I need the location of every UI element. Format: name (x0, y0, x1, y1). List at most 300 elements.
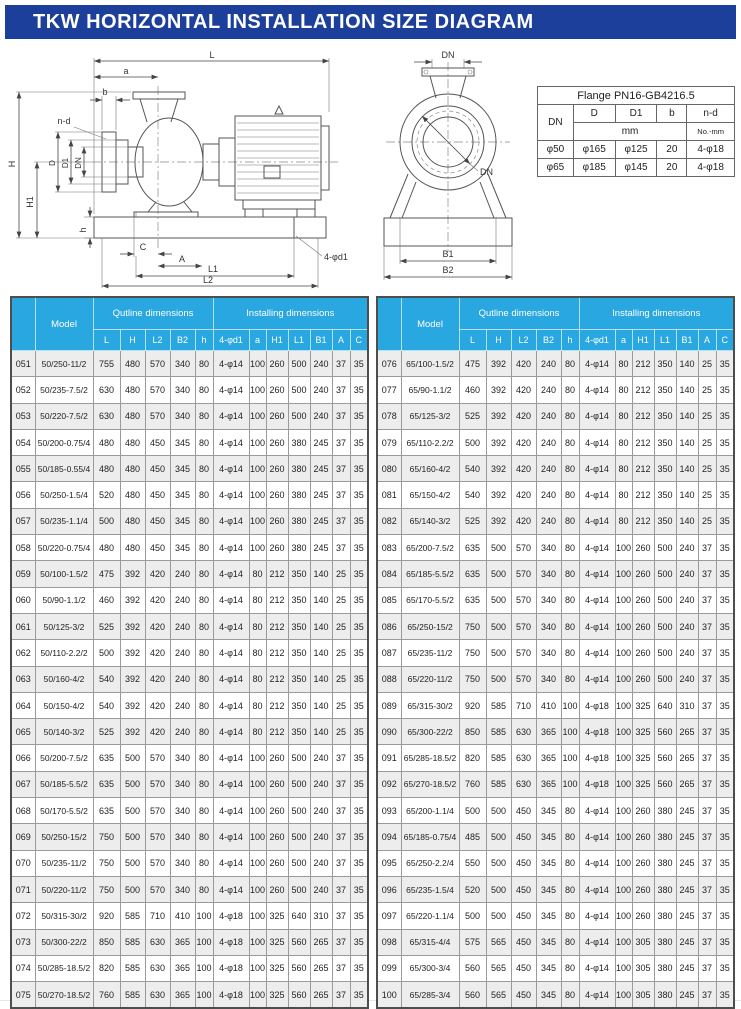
table-row (377, 798, 734, 824)
dim-cell: 380 (288, 482, 310, 508)
dim-DN-bore: DN (480, 167, 493, 177)
dim-cell: 920 (459, 692, 486, 718)
cell: 20 (657, 159, 687, 177)
num-header (377, 297, 401, 351)
model-cell: 50/270-18.5/2 (35, 982, 93, 1009)
dim-cell: 4-φ18 (579, 771, 615, 797)
dim-cell: 4-φ14 (579, 535, 615, 561)
dim-cell: 500 (654, 666, 676, 692)
table-row (11, 640, 368, 666)
table-row (377, 692, 734, 718)
dim-cell: 245 (310, 508, 332, 534)
dim-B1: B1 (442, 249, 454, 259)
row-number: 087 (377, 640, 401, 666)
row-number: 081 (377, 482, 401, 508)
row-number: 071 (11, 876, 35, 902)
table-row (11, 535, 368, 561)
col-header: L (93, 330, 120, 351)
dim-cell: 4-φ14 (213, 587, 249, 613)
dim-cell: 635 (459, 587, 486, 613)
dim-cell: 80 (561, 876, 579, 902)
dim-cell: 325 (632, 692, 654, 718)
dim-cell: 4-φ14 (213, 561, 249, 587)
row-number: 063 (11, 666, 35, 692)
dim-cell: 25 (332, 561, 350, 587)
model-cell: 65/235-1.5/4 (401, 876, 459, 902)
model-cell: 50/150-4/2 (35, 692, 93, 718)
dim-cell: 245 (676, 824, 698, 850)
dim-cell: 37 (698, 771, 716, 797)
dim-cell: 100 (249, 824, 266, 850)
dim-cell: 80 (561, 955, 579, 981)
dim-cell: 392 (120, 587, 145, 613)
dim-cell: 260 (266, 850, 288, 876)
row-number: 079 (377, 429, 401, 455)
row-number: 098 (377, 929, 401, 955)
dim-cell: 240 (536, 456, 561, 482)
dim-cell: 37 (698, 850, 716, 876)
dim-cell: 420 (511, 482, 536, 508)
dim-cell: 100 (249, 351, 266, 377)
dim-cell: 550 (459, 850, 486, 876)
dim-cell: 140 (310, 587, 332, 613)
dim-cell: 420 (145, 666, 170, 692)
dim-cell: 240 (310, 824, 332, 850)
dim-cell: 37 (698, 561, 716, 587)
dim-cell: 35 (350, 482, 368, 508)
dim-cell: 450 (511, 982, 536, 1009)
dim-cell: 525 (93, 719, 120, 745)
dim-cell: 450 (145, 429, 170, 455)
dim-cell: 420 (145, 640, 170, 666)
dim-cell: 240 (310, 351, 332, 377)
dim-cell: 750 (459, 613, 486, 639)
dim-cell: 340 (536, 587, 561, 613)
table-row (377, 535, 734, 561)
col-header: h (561, 330, 579, 351)
row-number: 052 (11, 377, 35, 403)
dim-cell: 35 (350, 719, 368, 745)
model-cell: 65/150-4/2 (401, 482, 459, 508)
dim-cell: 37 (332, 377, 350, 403)
col-header: A (698, 330, 716, 351)
dim-cell: 80 (561, 798, 579, 824)
dim-cell: 570 (511, 613, 536, 639)
dim-cell: 25 (698, 456, 716, 482)
table-row (377, 640, 734, 666)
dim-cell: 420 (511, 351, 536, 377)
dim-cell: 37 (332, 535, 350, 561)
dim-cell: 35 (716, 456, 734, 482)
dim-cell: 100 (195, 903, 213, 929)
dim-cell: 365 (170, 955, 195, 981)
table-row (377, 351, 734, 377)
dim-cell: 212 (266, 692, 288, 718)
dim-cell: 100 (249, 982, 266, 1009)
dim-cell: 25 (698, 377, 716, 403)
row-number: 099 (377, 955, 401, 981)
dim-cell: 37 (698, 535, 716, 561)
dim-cell: 265 (676, 745, 698, 771)
dim-cell: 630 (511, 771, 536, 797)
dim-cell: 140 (676, 377, 698, 403)
dim-cell: 630 (93, 377, 120, 403)
dim-cell: 420 (511, 403, 536, 429)
dim-cell: 37 (332, 824, 350, 850)
col-header: L2 (145, 330, 170, 351)
dim-cell: 500 (486, 824, 511, 850)
dim-cell: 4-φ14 (579, 798, 615, 824)
dim-cell: 500 (459, 798, 486, 824)
dim-cell: 80 (195, 403, 213, 429)
dim-cell: 245 (310, 482, 332, 508)
col-header: L2 (511, 330, 536, 351)
dim-cell: 80 (561, 929, 579, 955)
dim-cell: 35 (350, 929, 368, 955)
dim-cell: 100 (615, 745, 632, 771)
row-number: 051 (11, 351, 35, 377)
dim-cell: 420 (511, 429, 536, 455)
dim-cell: 450 (145, 508, 170, 534)
dim-cell: 4-φ14 (213, 798, 249, 824)
row-number: 089 (377, 692, 401, 718)
dim-cell: 25 (332, 666, 350, 692)
model-cell: 50/235-11/2 (35, 850, 93, 876)
col-header: L1 (288, 330, 310, 351)
dim-cell: 25 (332, 719, 350, 745)
flange-row (538, 159, 735, 177)
dim-cell: 245 (676, 798, 698, 824)
dim-cell: 100 (615, 561, 632, 587)
dim-cell: 500 (288, 798, 310, 824)
dim-cell: 265 (310, 929, 332, 955)
dim-cell: 260 (632, 613, 654, 639)
dim-cell: 140 (676, 351, 698, 377)
dim-cell: 80 (561, 561, 579, 587)
model-cell: 50/185-5.5/2 (35, 771, 93, 797)
col-header: 4-φd1 (579, 330, 615, 351)
dim-cell: 500 (486, 640, 511, 666)
dim-a: a (123, 66, 129, 76)
dim-cell: 365 (536, 771, 561, 797)
dim-cell: 35 (716, 640, 734, 666)
dim-cell: 630 (145, 955, 170, 981)
dim-cell: 450 (511, 850, 536, 876)
dim-cell: 100 (615, 798, 632, 824)
dim-cell: 570 (145, 824, 170, 850)
dim-cell: 480 (120, 429, 145, 455)
dim-cell: 37 (332, 429, 350, 455)
dim-cell: 345 (170, 535, 195, 561)
dim-cell: 212 (632, 456, 654, 482)
dim-cell: 260 (632, 666, 654, 692)
dim-cell: 80 (561, 850, 579, 876)
dim-cell: 480 (120, 535, 145, 561)
dim-cell: 245 (676, 955, 698, 981)
dim-cell: 37 (332, 982, 350, 1009)
dim-cell: 340 (170, 824, 195, 850)
model-cell: 65/90-1.1/2 (401, 377, 459, 403)
col-header: B1 (310, 330, 332, 351)
dim-cell: 240 (310, 876, 332, 902)
dim-cell: 325 (266, 982, 288, 1009)
dim-cell: 260 (266, 798, 288, 824)
dim-cell: 260 (632, 876, 654, 902)
dim-cell: 4-φ14 (579, 351, 615, 377)
dim-cell: 500 (486, 798, 511, 824)
flange-table (537, 86, 735, 177)
dim-cell: 37 (332, 456, 350, 482)
model-cell: 50/250-11/2 (35, 351, 93, 377)
dim-cell: 500 (93, 640, 120, 666)
model-header: Model (35, 297, 93, 351)
dim-cell: 325 (266, 955, 288, 981)
dim-cell: 80 (249, 640, 266, 666)
table-row (11, 692, 368, 718)
dim-cell: 37 (332, 745, 350, 771)
dim-cell: 635 (459, 535, 486, 561)
dim-cell: 500 (120, 771, 145, 797)
dim-bolt: 4-φd1 (324, 252, 348, 262)
dim-cell: 25 (332, 613, 350, 639)
table-row (11, 798, 368, 824)
dim-cell: 4-φ14 (213, 403, 249, 429)
dim-cell: 265 (676, 771, 698, 797)
model-cell: 65/160-4/2 (401, 456, 459, 482)
dim-cell: 345 (170, 482, 195, 508)
dim-cell: 240 (536, 351, 561, 377)
dim-cell: 37 (698, 982, 716, 1009)
dim-cell: 37 (332, 903, 350, 929)
dim-cell: 35 (716, 666, 734, 692)
dim-cell: 240 (310, 771, 332, 797)
dim-cell: 500 (654, 587, 676, 613)
dim-cell: 245 (310, 456, 332, 482)
dim-cell: 35 (716, 982, 734, 1009)
dim-cell: 100 (249, 850, 266, 876)
dim-cell: 565 (486, 929, 511, 955)
dim-cell: 100 (249, 482, 266, 508)
dim-cell: 80 (195, 561, 213, 587)
dim-cell: 80 (195, 640, 213, 666)
dim-cell: 80 (561, 535, 579, 561)
table-row (377, 403, 734, 429)
dim-cell: 350 (288, 640, 310, 666)
model-cell: 65/220-1.1/4 (401, 903, 459, 929)
dim-cell: 570 (511, 640, 536, 666)
dim-cell: 760 (459, 771, 486, 797)
row-number: 068 (11, 798, 35, 824)
row-number: 096 (377, 876, 401, 902)
dim-cell: 565 (486, 955, 511, 981)
row-number: 058 (11, 535, 35, 561)
dim-cell: 240 (310, 403, 332, 429)
table-row (377, 508, 734, 534)
dim-cell: 35 (716, 587, 734, 613)
dim-cell: 350 (288, 613, 310, 639)
dim-cell: 35 (350, 982, 368, 1009)
dim-cell: 570 (511, 587, 536, 613)
dim-cell: 4-φ14 (579, 613, 615, 639)
dim-cell: 37 (698, 640, 716, 666)
col-header: L (459, 330, 486, 351)
dim-cell: 212 (632, 403, 654, 429)
dim-cell: 35 (716, 719, 734, 745)
dim-cell: 4-φ14 (579, 903, 615, 929)
dim-cell: 260 (266, 824, 288, 850)
dim-cell: 570 (511, 535, 536, 561)
dim-cell: 450 (145, 482, 170, 508)
row-number: 088 (377, 666, 401, 692)
dim-cell: 245 (676, 876, 698, 902)
dim-cell: 345 (536, 982, 561, 1009)
dim-cell: 560 (654, 719, 676, 745)
dim-cell: 540 (93, 692, 120, 718)
dim-cell: 35 (350, 876, 368, 902)
dim-cell: 260 (632, 640, 654, 666)
dim-cell: 212 (632, 351, 654, 377)
dim-cell: 100 (615, 613, 632, 639)
table-row (11, 771, 368, 797)
dim-cell: 140 (310, 719, 332, 745)
dim-cell: 245 (676, 903, 698, 929)
row-number: 085 (377, 587, 401, 613)
dim-cell: 480 (120, 403, 145, 429)
flange-unit-mm: mm (573, 123, 686, 141)
dim-cell: 325 (632, 719, 654, 745)
dim-cell: 35 (716, 771, 734, 797)
dim-cell: 585 (120, 929, 145, 955)
dim-cell: 4-φ18 (213, 929, 249, 955)
model-cell: 65/315-4/4 (401, 929, 459, 955)
dim-cell: 4-φ14 (213, 692, 249, 718)
dim-cell: 570 (145, 403, 170, 429)
dim-cell: 37 (698, 903, 716, 929)
dim-cell: 4-φ14 (579, 824, 615, 850)
model-cell: 65/140-3/2 (401, 508, 459, 534)
dim-cell: 4-φ14 (579, 850, 615, 876)
outline-group-header: Qutline dimensions (93, 297, 213, 330)
dim-cell: 820 (93, 955, 120, 981)
model-cell: 50/90-1.1/2 (35, 587, 93, 613)
dim-cell: 345 (170, 456, 195, 482)
dim-cell: 100 (249, 508, 266, 534)
dim-cell: 350 (288, 719, 310, 745)
dim-cell: 80 (195, 692, 213, 718)
dim-cell: 212 (266, 587, 288, 613)
dim-cell: 35 (350, 903, 368, 929)
dim-cell: 345 (536, 850, 561, 876)
dim-cell: 245 (310, 429, 332, 455)
dim-cell: 392 (120, 561, 145, 587)
col-header: B2 (170, 330, 195, 351)
dim-cell: 80 (561, 429, 579, 455)
dim-cell: 240 (170, 640, 195, 666)
dim-cell: 392 (486, 456, 511, 482)
dim-cell: 310 (676, 692, 698, 718)
model-cell: 65/235-11/2 (401, 640, 459, 666)
dim-cell: 345 (536, 955, 561, 981)
dim-cell: 260 (632, 587, 654, 613)
dim-cell: 420 (145, 692, 170, 718)
dim-cell: 500 (288, 351, 310, 377)
dim-cell: 35 (350, 745, 368, 771)
model-cell: 65/300-22/2 (401, 719, 459, 745)
dim-cell: 37 (698, 692, 716, 718)
col-header: B1 (676, 330, 698, 351)
dim-cell: 350 (288, 666, 310, 692)
dim-cell: 35 (716, 824, 734, 850)
model-cell: 50/110-2.2/2 (35, 640, 93, 666)
dim-cell: 340 (170, 798, 195, 824)
dim-cell: 37 (698, 613, 716, 639)
num-header (11, 297, 35, 351)
dim-cell: 450 (511, 929, 536, 955)
table-row (377, 876, 734, 902)
dim-cell: 240 (170, 692, 195, 718)
dim-cell: 420 (145, 587, 170, 613)
dim-cell: 240 (676, 666, 698, 692)
dim-cell: 25 (698, 403, 716, 429)
dim-cell: 140 (310, 640, 332, 666)
dim-cell: 80 (195, 798, 213, 824)
dim-cell: 750 (459, 666, 486, 692)
cell: φ125 (615, 141, 657, 159)
dim-cell: 260 (632, 798, 654, 824)
dim-cell: 4-φ14 (579, 456, 615, 482)
flange-col-b: b (657, 105, 687, 123)
row-number: 084 (377, 561, 401, 587)
dim-cell: 4-φ14 (213, 824, 249, 850)
dim-cell: 100 (249, 429, 266, 455)
dim-cell: 80 (615, 429, 632, 455)
dim-cell: 380 (654, 929, 676, 955)
dim-cell: 80 (615, 508, 632, 534)
dim-cell: 100 (615, 771, 632, 797)
dim-cell: 265 (310, 955, 332, 981)
dim-cell: 4-φ14 (213, 745, 249, 771)
dim-cell: 310 (310, 903, 332, 929)
dim-cell: 35 (350, 640, 368, 666)
dim-cell: 100 (561, 771, 579, 797)
dim-cell: 500 (459, 429, 486, 455)
dim-cell: 35 (716, 351, 734, 377)
dim-cell: 4-φ14 (579, 876, 615, 902)
dim-cell: 140 (676, 403, 698, 429)
dim-cell: 475 (459, 351, 486, 377)
dim-cell: 35 (350, 613, 368, 639)
dim-cell: 212 (266, 613, 288, 639)
model-cell: 50/200-0.75/4 (35, 429, 93, 455)
dim-cell: 80 (195, 456, 213, 482)
model-cell: 50/235-1.1/4 (35, 508, 93, 534)
dim-cell: 80 (195, 429, 213, 455)
row-number: 074 (11, 955, 35, 981)
dim-cell: 212 (632, 508, 654, 534)
dim-cell: 392 (486, 403, 511, 429)
dim-cell: 4-φ14 (579, 508, 615, 534)
dim-cell: 80 (561, 982, 579, 1009)
model-cell: 65/270-18.5/2 (401, 771, 459, 797)
dim-cell: 140 (676, 429, 698, 455)
dim-cell: 380 (654, 903, 676, 929)
table-row (11, 666, 368, 692)
dim-cell: 80 (195, 508, 213, 534)
dim-cell: 100 (561, 719, 579, 745)
dim-cell: 140 (310, 692, 332, 718)
cell: 4-φ18 (687, 159, 735, 177)
dim-cell: 140 (310, 666, 332, 692)
